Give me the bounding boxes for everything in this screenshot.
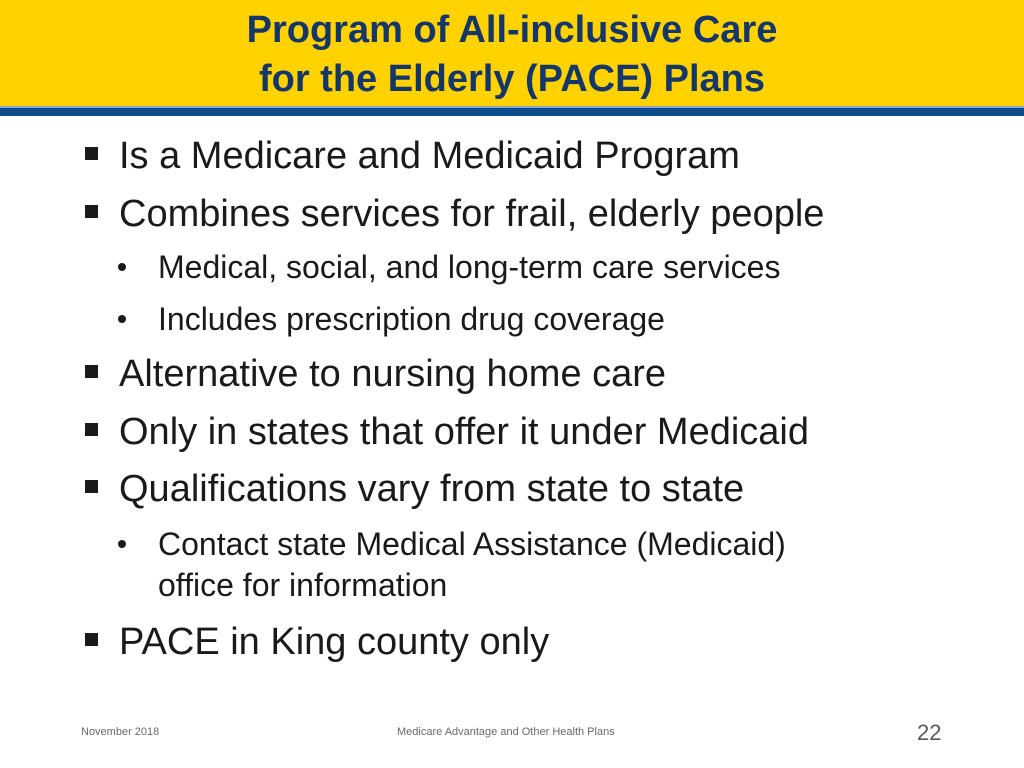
sub-bullet-text: Medical, social, and long-term care services [158, 249, 781, 285]
footer-date: November 2018 [81, 726, 160, 738]
bullet-text: Qualifications vary from state to state [119, 468, 745, 510]
slide-title-line-2: for the Elderly (PACE) Plans [258, 58, 766, 100]
bullet-text: Only in states that offer it under Medicaid [119, 411, 809, 453]
square-bullet-icon [85, 633, 98, 646]
bullet-text: Combines services for frail, elderly people [119, 193, 825, 235]
bullet-text: Alternative to nursing home care [119, 353, 667, 395]
round-bullet-icon [118, 315, 126, 323]
sub-bullet-text: Includes prescription drug coverage [158, 301, 665, 337]
round-bullet-icon [118, 263, 126, 271]
bullet-text: Is a Medicare and Medicaid Program [119, 135, 740, 177]
square-bullet-icon [85, 423, 98, 436]
sub-bullet-text: office for information [158, 567, 448, 603]
square-bullet-icon [85, 147, 98, 160]
slide-title-line-1: Program of All-inclusive Care [246, 9, 778, 51]
square-bullet-icon [85, 480, 98, 493]
round-bullet-icon [118, 540, 126, 548]
sub-bullet-text: Contact state Medical Assistance (Medicaid) [158, 526, 786, 562]
footer-title: Medicare Advantage and Other Health Plans [397, 726, 615, 738]
page-number: 22 [917, 720, 942, 745]
square-bullet-icon [85, 365, 98, 378]
bullet-text: PACE in King county only [119, 621, 550, 663]
square-bullet-icon [85, 205, 98, 218]
